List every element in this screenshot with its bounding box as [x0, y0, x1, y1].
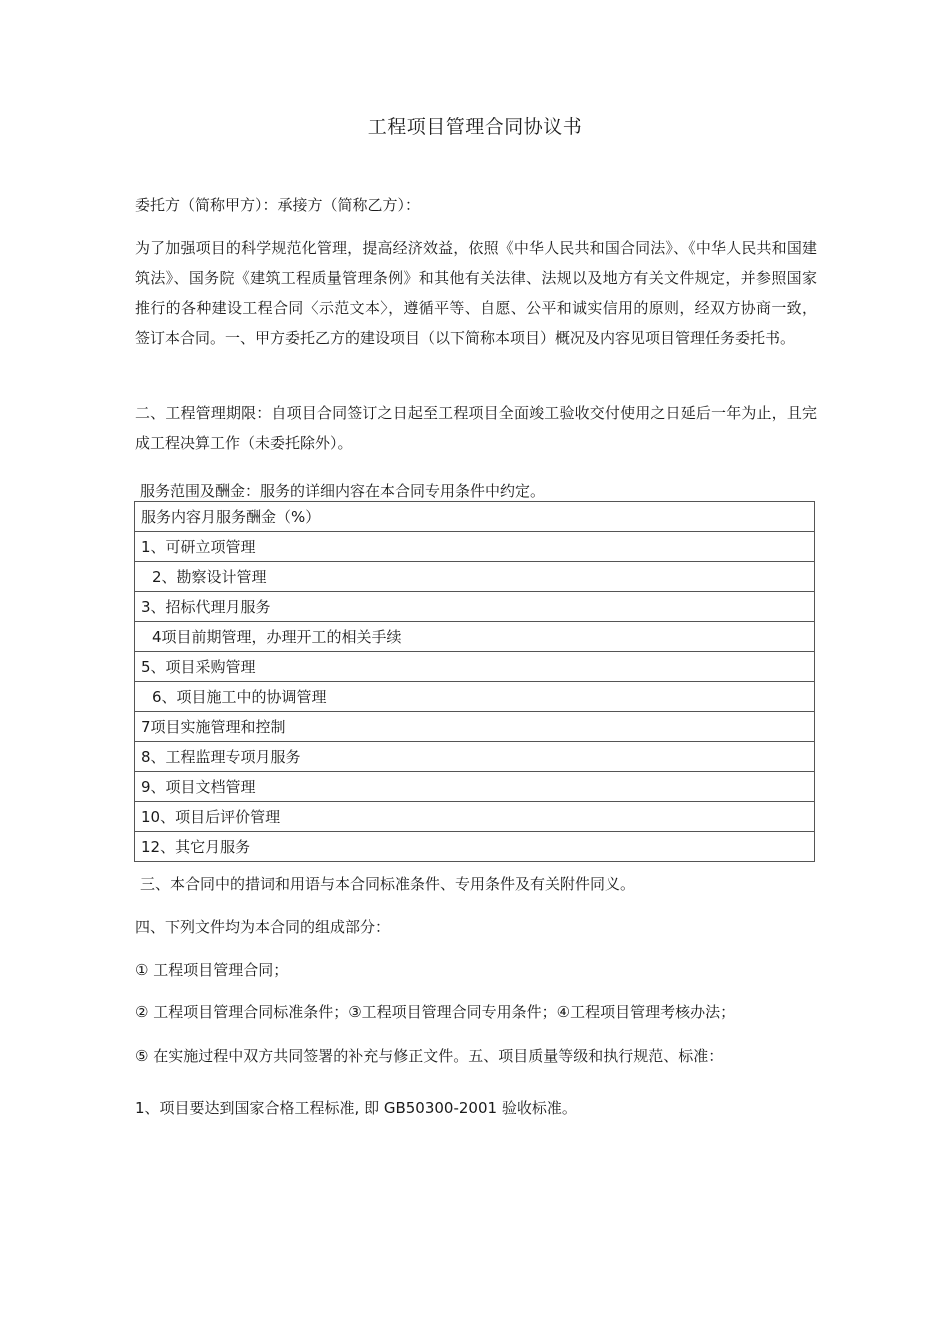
table-row — [135, 622, 815, 652]
table-row — [135, 682, 815, 712]
parties-line: 委托方（简称甲方）：承接方（简称乙方）： — [135, 196, 421, 214]
table-cell: 1、可研立项管理 — [135, 532, 815, 562]
table-cell: 8、工程监理专项月服务 — [135, 742, 815, 772]
table-row — [135, 562, 815, 592]
clause-four: 四、下列文件均为本合同的组成部分： — [135, 918, 391, 936]
table-cell: 6、项目施工中的协调管理 — [135, 682, 815, 712]
table-row — [135, 742, 815, 772]
table-row — [135, 712, 815, 742]
document-title: 工程项目管理合同协议书 — [367, 116, 583, 138]
service-table — [134, 501, 815, 862]
table-cell: 9、项目文档管理 — [135, 772, 815, 802]
table-cell: 10、项目后评价管理 — [135, 802, 815, 832]
table-cell: 12、其它月服务 — [135, 832, 815, 862]
table-row — [135, 652, 815, 682]
table-row — [135, 832, 815, 862]
quality-item-1: 1、项目要达到国家合格工程标准, 即 GB50300-2001 验收标准。 — [135, 1099, 577, 1117]
table-row — [135, 772, 815, 802]
table-cell: 4项目前期管理，办理开工的相关手续 — [135, 622, 815, 652]
table-cell: 2、勘察设计管理 — [135, 562, 815, 592]
table-header-row — [135, 502, 815, 532]
clause-three: 三、本合同中的措词和用语与本合同标准条件、专用条件及有关附件同义。 — [140, 875, 636, 893]
table-row — [135, 802, 815, 832]
table-cell: 3、招标代理月服务 — [135, 592, 815, 622]
document-item-5: ⑤ 在实施过程中双方共同签署的补充与修正文件。五、项目质量等级和执行规范、标准： — [135, 1047, 724, 1065]
scope-paragraph: 服务范围及酬金：服务的详细内容在本合同专用条件中约定。 — [140, 482, 546, 500]
table-header-cell: 服务内容月服务酬金（%） — [135, 502, 815, 532]
intro-paragraph: 为了加强项目的科学规范化管理，提高经济效益，依照《中华人民共和国合同法》、《中华人民共和国建筑法》、国务院《建筑工程质量管理条例》和其他有关法律、法规以及地方有关文件规定，并参照国家推行的各种建设工程合同〈示范文本〉，遵循平等、自愿、公平和诚实信用的原则，经双方协商一致，签订本合同。一、甲方委托乙方的建设项目（以下简称本项目）概况及内容见项目管理任务委托书。 — [135, 239, 817, 347]
document-item-2-4: ② 工程项目管理合同标准条件；③工程项目管理合同专用条件；④工程项目管理考核办法； — [135, 1003, 736, 1021]
term-paragraph: 二、工程管理期限：自项目合同签订之日起至工程项目全面竣工验收交付使用之日延后一年为止，且完成工程决算工作（未委托除外）。 — [135, 404, 817, 452]
table-row — [135, 532, 815, 562]
table-row — [135, 592, 815, 622]
table-cell: 7项目实施管理和控制 — [135, 712, 815, 742]
table-cell: 5、项目采购管理 — [135, 652, 815, 682]
document-item-1: ① 工程项目管理合同； — [135, 961, 289, 979]
